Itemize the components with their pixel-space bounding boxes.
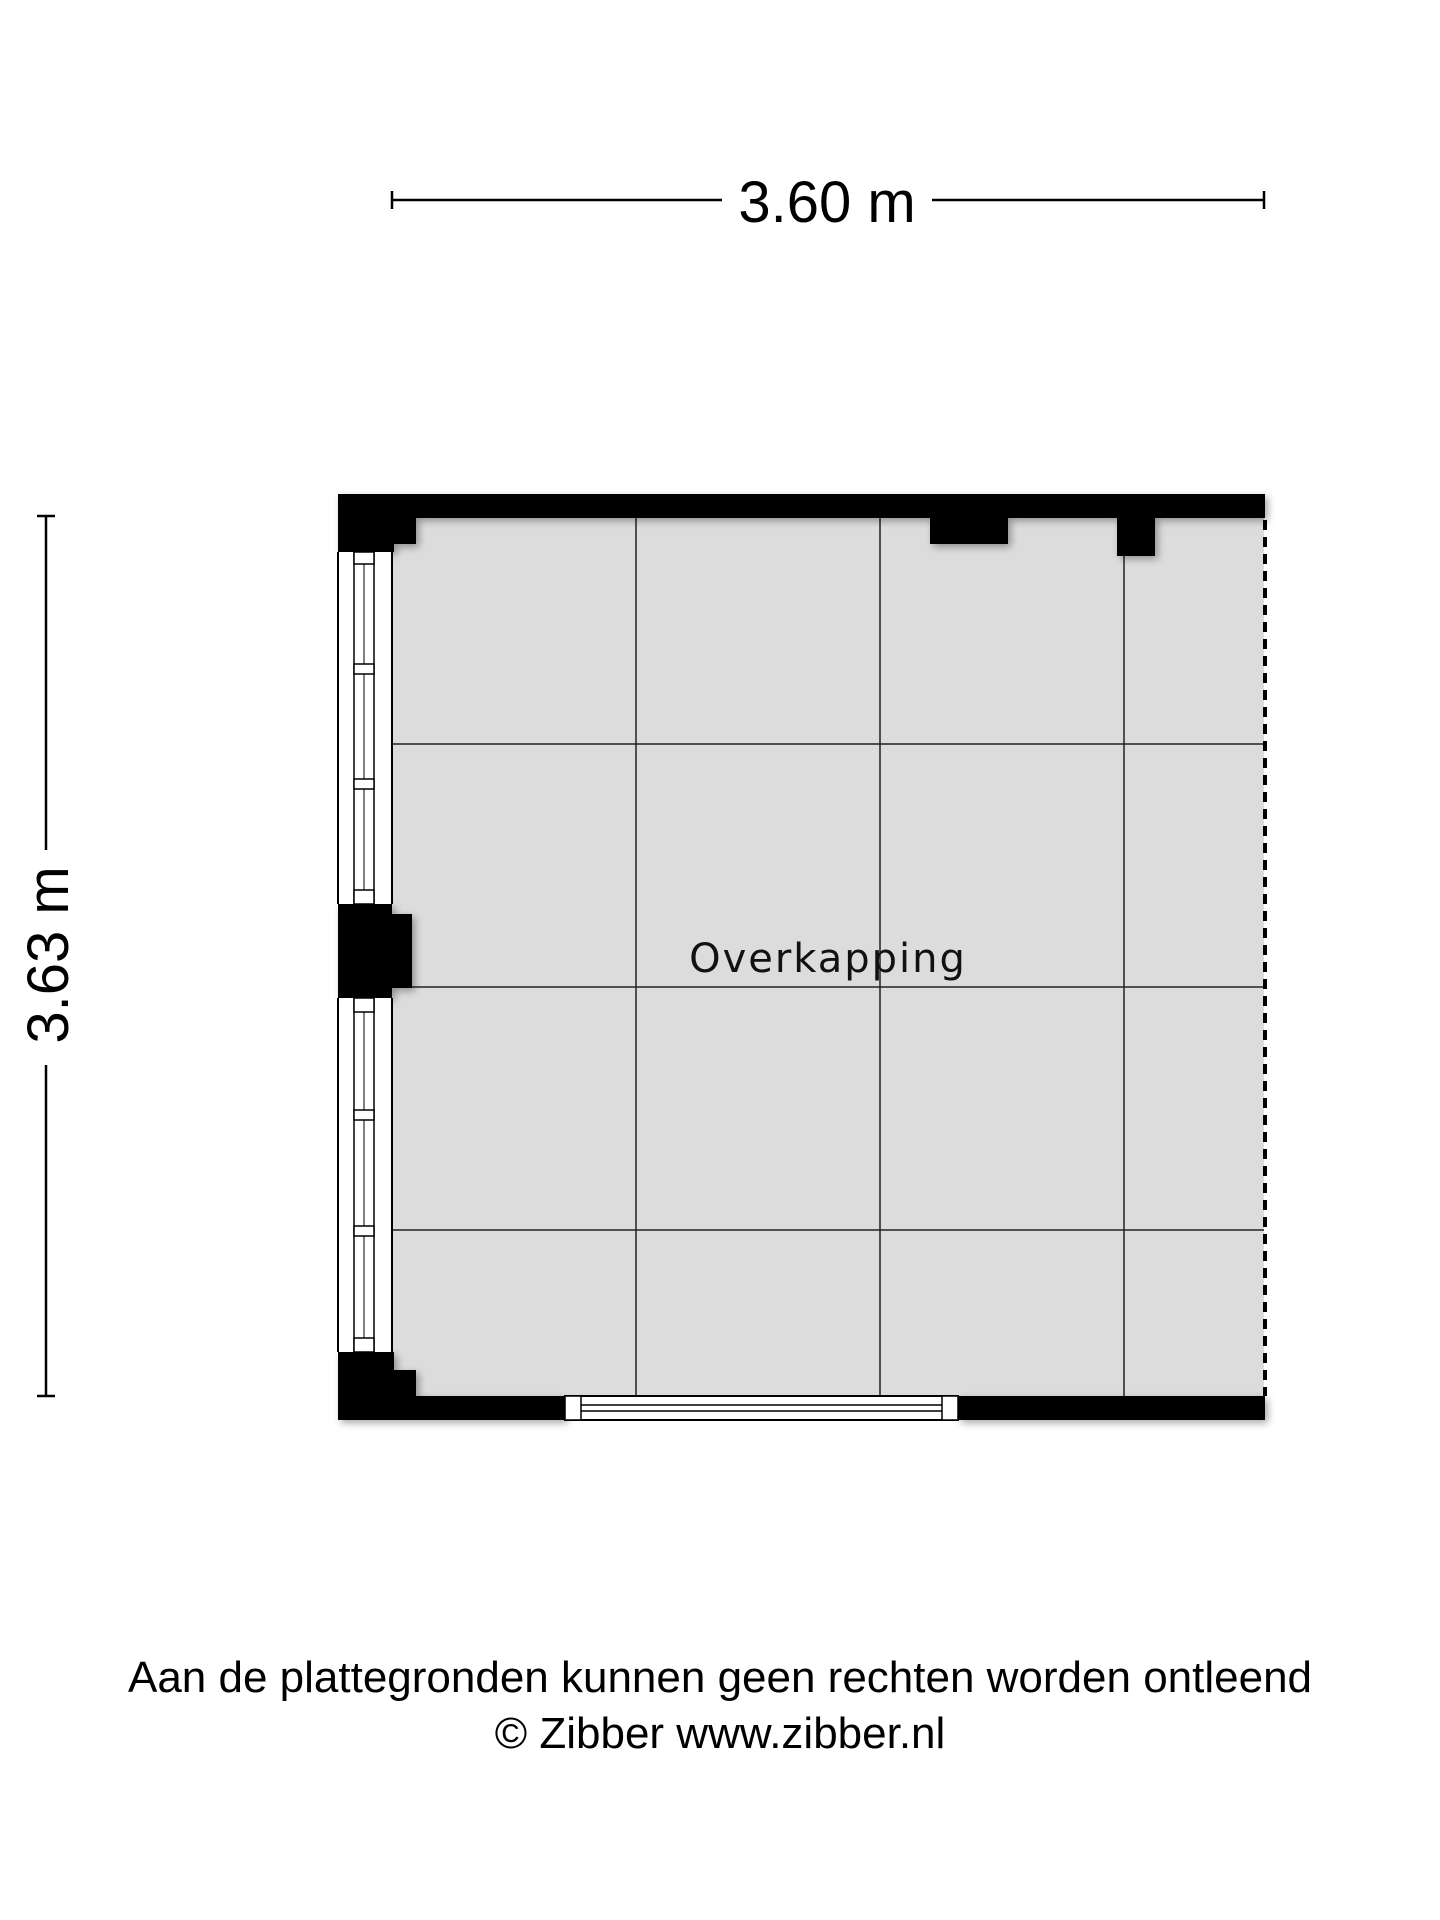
room-label: Overkapping — [689, 936, 967, 982]
wall-pillar-1 — [930, 518, 1008, 544]
corner-column-top-left — [338, 494, 394, 552]
column-middle-left — [338, 904, 392, 998]
width-dimension — [392, 170, 1264, 235]
height-dimension-label: 3.63 m — [16, 866, 81, 1044]
bottom-wall-right — [958, 1396, 1265, 1420]
width-dimension-label: 3.60 m — [738, 170, 916, 235]
wall-pillar-2 — [1117, 518, 1155, 556]
bottom-wall-left — [338, 1396, 565, 1420]
window-left-upper — [338, 552, 392, 904]
height-dimension — [16, 516, 81, 1396]
top-wall — [338, 494, 1265, 518]
copyright-text: © Zibber www.zibber.nl — [494, 1709, 946, 1758]
window-bottom — [565, 1396, 958, 1420]
window-left-lower — [338, 998, 392, 1352]
disclaimer-text: Aan de plattegronden kunnen geen rechten worden ontleend — [127, 1653, 1313, 1702]
